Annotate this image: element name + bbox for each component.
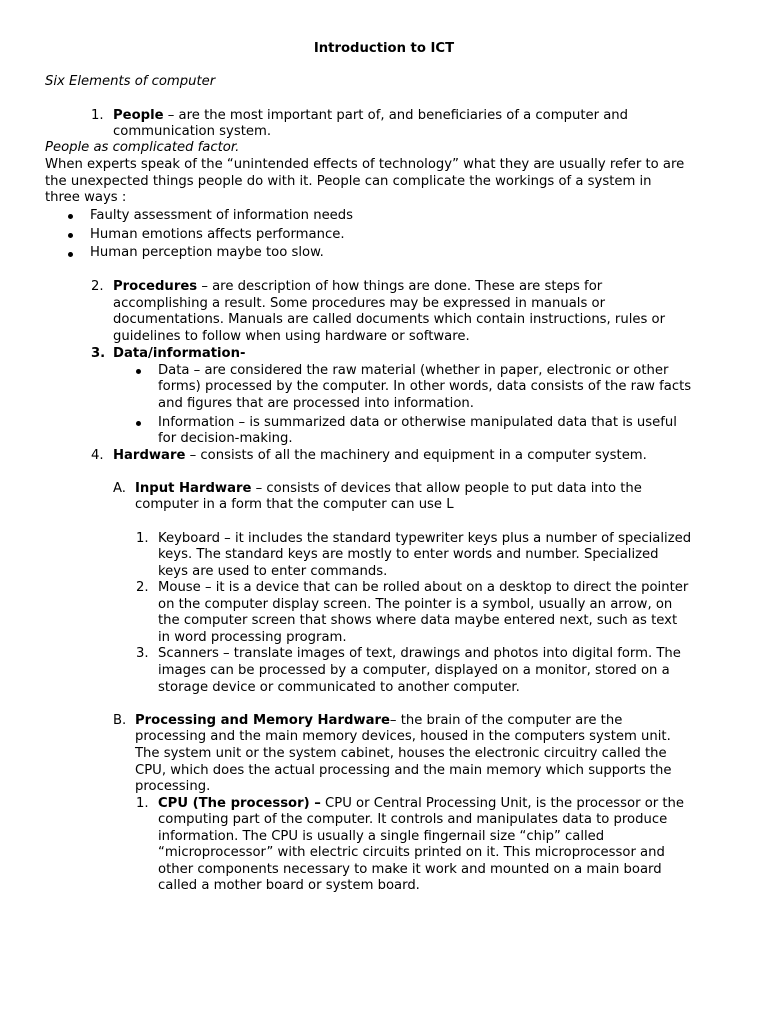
list-item-scanners: Scanners – translate images of text, drawings and photos into digital form. The: [158, 646, 681, 661]
list-number: 3.: [136, 646, 149, 661]
text-line: forms) processed by the computer. In other words, data consists of the raw facts: [158, 379, 692, 394]
text-line: called a mother board or system board.: [158, 878, 420, 893]
text-line: communication system.: [113, 124, 272, 139]
term: Procedures: [113, 279, 198, 294]
page-title: Introduction to ICT: [313, 41, 455, 56]
text-line: computing part of the computer. It controls and manipulates data to produce: [158, 812, 668, 827]
list-item-cpu: [158, 796, 684, 813]
text-line: accomplishing a result. Some procedures may be expressed in manuals or: [113, 296, 606, 311]
text: – consists of all the machinery and equipment in a computer system.: [185, 448, 647, 463]
bullet-icon: [136, 421, 141, 426]
text-line: information. The CPU is usually a single fingernail size “chip” called: [158, 829, 605, 844]
bullet-icon: [68, 233, 73, 238]
bullet-item: Human perception maybe too slow.: [90, 245, 324, 260]
list-item-input-hardware: [135, 481, 642, 498]
term: Input Hardware: [135, 481, 252, 496]
bullet-icon: [68, 252, 73, 257]
text-line: processing.: [135, 779, 211, 794]
bullet-item: Human emotions affects performance.: [90, 227, 345, 242]
bullet-item: Information – is summarized data or otherwise manipulated data that is useful: [158, 415, 677, 430]
paragraph-line: the unexpected things people do with it. People can complicate the workings of a system in: [45, 174, 652, 189]
text-line: and figures that are processed into information.: [158, 396, 474, 411]
bullet-item: Data – are considered the raw material (whether in paper, electronic or other: [158, 363, 669, 378]
text-line: other components necessary to make it work and mounted on a main board: [158, 862, 662, 877]
list-number: 4.: [91, 448, 104, 463]
paragraph-line: three ways :: [45, 190, 127, 205]
text-line: storage device or communicated to another computer.: [158, 680, 520, 695]
text-line: for decision-making.: [158, 431, 293, 446]
text-line: computer in a form that the computer can use L: [135, 497, 454, 512]
text-line: keys are used to enter commands.: [158, 564, 388, 579]
people-heading: People as complicated factor.: [45, 140, 240, 155]
text-line: the computer screen that shows where data maybe entered next, such as text: [158, 613, 678, 628]
text-line: “microprocessor” with electric circuits printed on it. This microprocessor and: [158, 845, 665, 860]
list-number: 1.: [136, 796, 149, 811]
list-letter: A.: [113, 481, 126, 496]
text: – consists of devices that allow people to put data into the: [251, 481, 642, 496]
text-line: keys. The standard keys are mostly to enter words and number. Specialized: [158, 547, 659, 562]
list-item-procedures: [113, 279, 602, 296]
list-number: 3.: [91, 346, 106, 361]
bullet-icon: [68, 214, 73, 219]
term: Processing and Memory Hardware: [135, 713, 390, 728]
text-line: images can be processed by a computer, displayed on a monitor, stored on a: [158, 663, 670, 678]
text: – are the most important part of, and beneficiaries of a computer and: [163, 108, 629, 123]
list-number: 1.: [91, 108, 104, 123]
list-number: 2.: [91, 279, 104, 294]
list-item-mouse: Mouse – it is a device that can be rolled about on a desktop to direct the pointer: [158, 580, 689, 595]
text-line: on the computer display screen. The pointer is a symbol, usually an arrow, on: [158, 597, 673, 612]
text-line: The system unit or the system cabinet, houses the electronic circuitry called the: [135, 746, 667, 761]
bullet-item: Faulty assessment of information needs: [90, 208, 354, 223]
text: – the brain of the computer are the: [389, 713, 623, 728]
list-item-data: Data/information-: [113, 346, 246, 361]
term: Hardware: [113, 448, 186, 463]
list-item-hardware: [113, 448, 647, 465]
term: People: [113, 108, 164, 123]
list-number: 2.: [136, 580, 149, 595]
list-item-processing-hardware: [135, 713, 622, 730]
section-subtitle: Six Elements of computer: [45, 74, 216, 89]
paragraph-line: When experts speak of the “unintended effects of technology” what they are usually refer to are: [45, 157, 685, 172]
list-item-keyboard: Keyboard – it includes the standard typewriter keys plus a number of specialized: [158, 531, 692, 546]
text: CPU or Central Processing Unit, is the processor or the: [320, 796, 685, 811]
text-line: CPU, which does the actual processing and the main memory which supports the: [135, 763, 672, 778]
list-letter: B.: [113, 713, 127, 728]
list-item-people: [113, 108, 628, 125]
list-number: 1.: [136, 531, 149, 546]
term: CPU (The processor) –: [158, 796, 321, 811]
text-line: guidelines to follow when using hardware or software.: [113, 329, 470, 344]
text: – are description of how things are done. These are steps for: [197, 279, 603, 294]
text-line: in word processing program.: [158, 630, 347, 645]
text-line: processing and the main memory devices, housed in the computers system unit.: [135, 729, 671, 744]
bullet-icon: [136, 369, 141, 374]
text-line: documentations. Manuals are called documents which contain instructions, rules or: [113, 312, 666, 327]
